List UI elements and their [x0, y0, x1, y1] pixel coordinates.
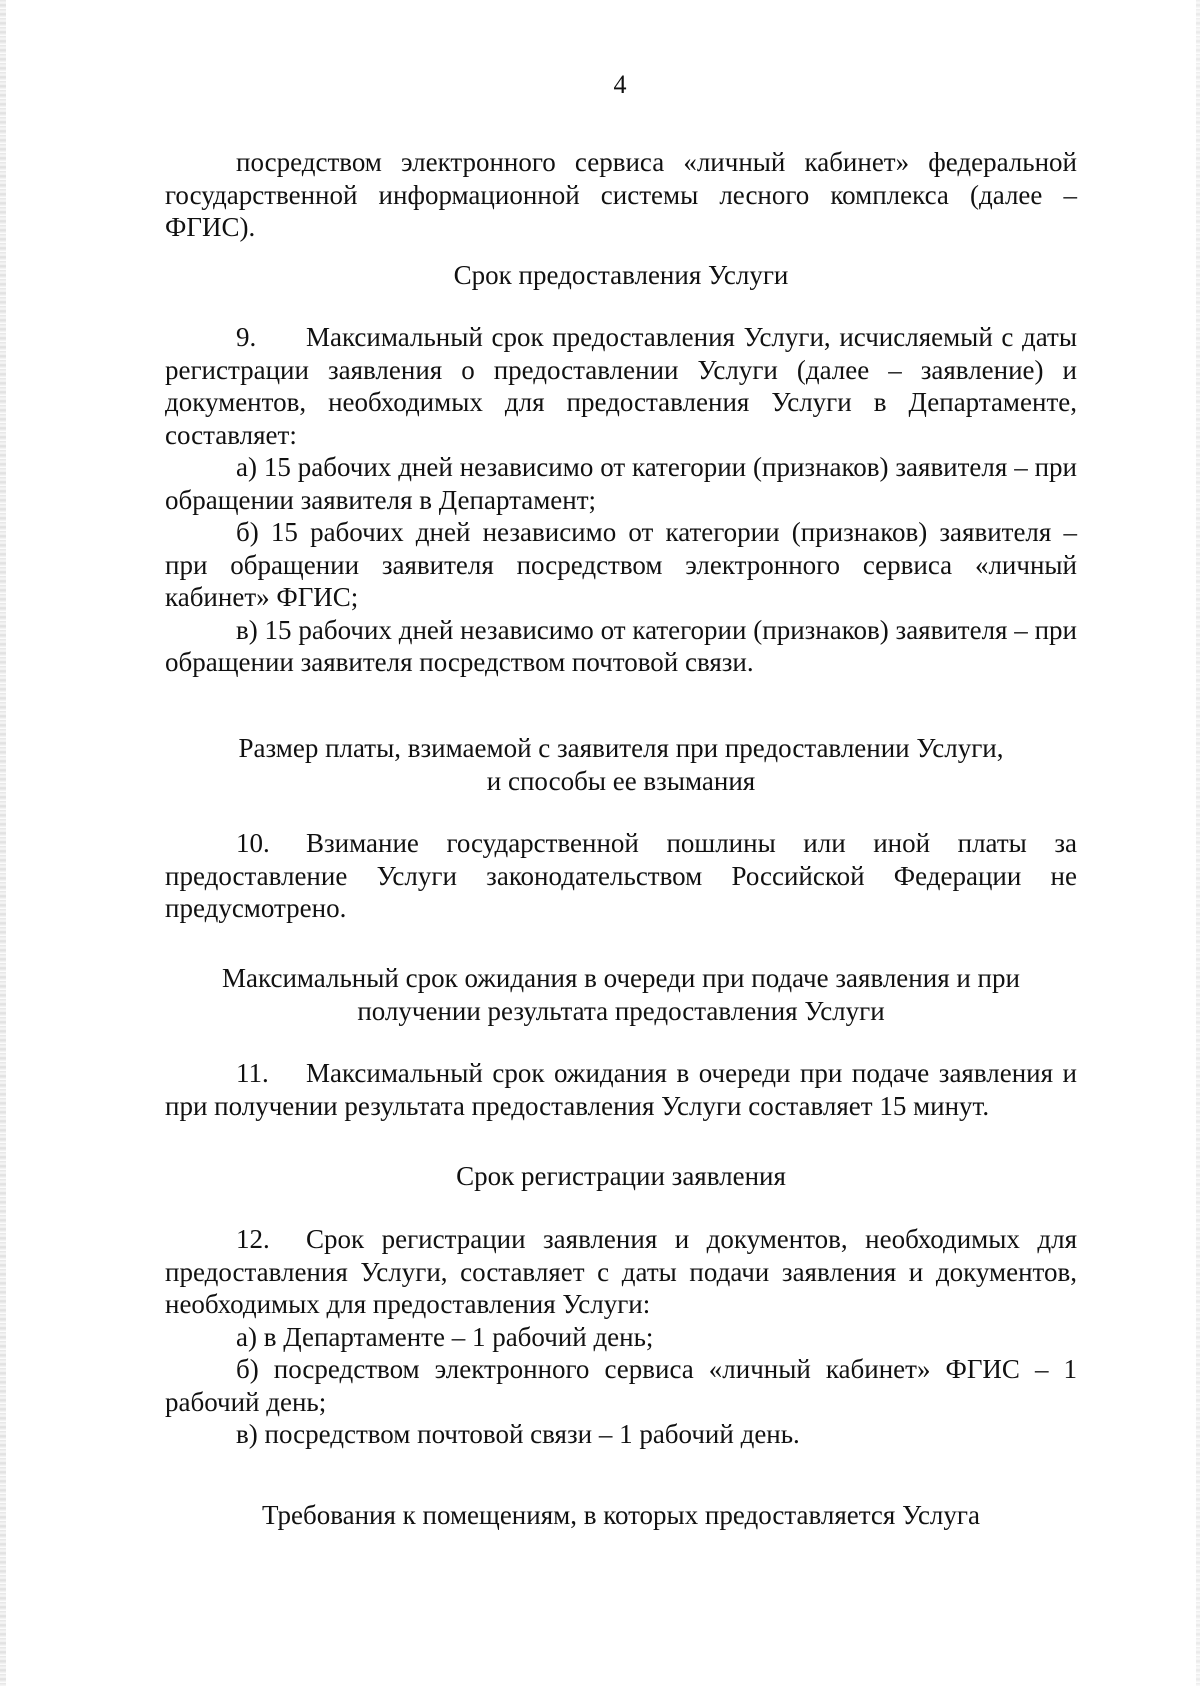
section-fee-body — [165, 827, 1077, 925]
paragraph-11-number: 11. — [236, 1058, 269, 1088]
paragraph-10-text: Взимание государственной пошлины или иной платы за предоставление Услуги законодательством Российской Федерации не предусмотрено. — [165, 828, 1077, 923]
intro-text: посредством электронного сервиса «личный кабинет» федеральной государственной информационной системы лесного комплекса (далее – ФГИС). — [165, 147, 1077, 242]
intro-paragraph — [165, 146, 1077, 244]
paragraph-12-item-a: а) в Департаменте – 1 рабочий день; — [236, 1321, 654, 1352]
section-heading-registration: Срок регистрации заявления — [456, 1161, 786, 1191]
paragraph-9-item-b: б) 15 рабочих дней независимо от категории (признаков) заявителя – при обращении заявителя посредством электронного сервиса «личный кабинет» ФГИС; — [165, 517, 1077, 612]
paragraph-12-number: 12. — [236, 1224, 270, 1254]
paragraph-9-item-v: в) 15 рабочих дней независимо от категории (признаков) заявителя – при обращении заявителя посредством почтовой связи. — [165, 614, 1077, 677]
section-heading-queue-line1: Максимальный срок ожидания в очереди при подаче заявления и при — [222, 963, 1020, 993]
section-heading-fee-line1: Размер платы, взимаемой с заявителя при предоставлении Услуги, — [238, 733, 1004, 763]
paragraph-10-number: 10. — [236, 828, 270, 858]
paragraph-10 — [165, 827, 1077, 925]
section-registration-body — [165, 1223, 1077, 1451]
paragraph-9-text: Максимальный срок предоставления Услуги, исчисляемый с даты регистрации заявления о предоставлении Услуги (далее – заявление) и документов, необходимых для предоставления Услуги в Департаменте, составляет: — [165, 322, 1077, 450]
section-heading-premises: Требования к помещениям, в которых предоставляется Услуга — [262, 1500, 980, 1530]
page-number: 4 — [613, 70, 627, 99]
paragraph-9-number: 9. — [236, 322, 257, 352]
section-heading-queue-line2: получении результата предоставления Услуги — [357, 995, 885, 1026]
section-queue-body — [165, 1057, 1077, 1122]
paragraph-9 — [165, 321, 1077, 451]
scan-edge-left — [0, 0, 6, 1686]
section-heading-fee-line2: и способы ее взымания — [486, 765, 756, 796]
paragraph-11-text: Максимальный срок ожидания в очереди при подаче заявления и при получении результата предоставления Услуги составляет 15 минут. — [165, 1058, 1077, 1121]
paragraph-12 — [165, 1223, 1077, 1321]
section-heading-term: Срок предоставления Услуги — [453, 260, 789, 290]
paragraph-12-text: Срок регистрации заявления и документов, необходимых для предоставления Услуги, составляет с даты подачи заявления и документов, необходимых для предоставления Услуги: — [165, 1224, 1077, 1319]
section-heading-queue — [165, 962, 1077, 1027]
paragraph-12-item-b: б) посредством электронного сервиса «личный кабинет» ФГИС – 1 рабочий день; — [165, 1354, 1077, 1417]
paragraph-9-item-a: а) 15 рабочих дней независимо от категории (признаков) заявителя – при обращении заявителя в Департамент; — [165, 452, 1077, 515]
paragraph-11 — [165, 1057, 1077, 1122]
paragraph-12-item-v: в) посредством почтовой связи – 1 рабочий день. — [236, 1419, 800, 1449]
section-term-body — [165, 321, 1077, 679]
section-heading-fee — [165, 732, 1077, 797]
scan-edge-right — [1196, 0, 1200, 1686]
